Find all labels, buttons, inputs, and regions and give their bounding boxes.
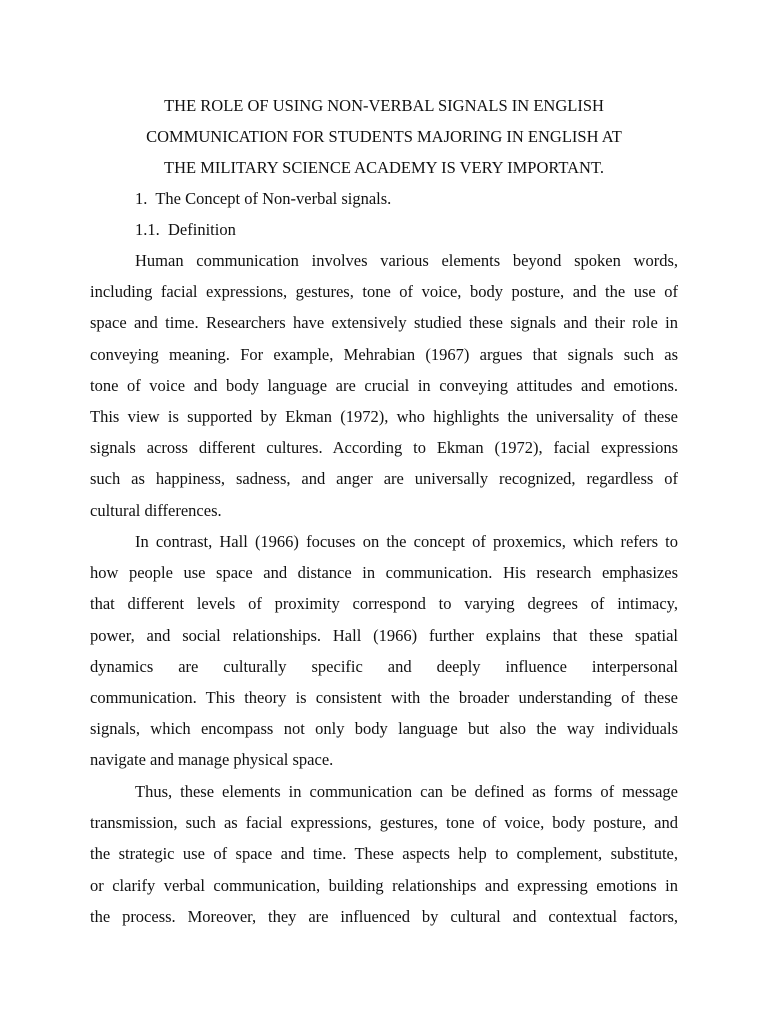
text-line: cultural differences. xyxy=(90,500,222,520)
text-line: transmission, such as facial expressions, gestures, tone of voice, body posture, and xyxy=(90,813,678,833)
paragraph-summary xyxy=(90,776,678,932)
text-line: space and time. Researchers have extensively studied these signals and their role in xyxy=(90,313,678,333)
text-line: power, and social relationships. Hall (1966) further explains that these spatial xyxy=(90,625,678,645)
subsection-heading: 1.1. Definition xyxy=(135,220,236,239)
paragraph-proxemics xyxy=(90,526,678,776)
section-heading: 1. The Concept of Non-verbal signals. xyxy=(135,189,392,208)
text-line: dynamics are culturally specific and deeply influence interpersonal xyxy=(90,656,678,676)
text-line: communication. This theory is consistent with the broader understanding of these xyxy=(90,687,678,707)
text-line: including facial expressions, gestures, tone of voice, body posture, and the use of xyxy=(90,282,678,302)
text-line: that different levels of proximity correspond to varying degrees of intimacy, xyxy=(90,594,678,614)
text-line: such as happiness, sadness, and anger are universally recognized, regardless of xyxy=(90,469,678,489)
paragraph-definition xyxy=(90,245,678,526)
text-line: This view is supported by Ekman (1972), who highlights the universality of these xyxy=(90,406,678,426)
text-line: In contrast, Hall (1966) focuses on the concept of proxemics, which refers to xyxy=(135,532,678,551)
document-title xyxy=(90,90,678,184)
text-line: Thus, these elements in communication can be defined as forms of message xyxy=(135,782,678,801)
title-line: THE MILITARY SCIENCE ACADEMY IS VERY IMPORTANT. xyxy=(164,158,604,178)
text-line: Human communication involves various elements beyond spoken words, xyxy=(135,251,678,270)
text-line: or clarify verbal communication, building relationships and expressing emotions in xyxy=(90,875,678,895)
text-line: signals across different cultures. According to Ekman (1972), facial expressions xyxy=(90,438,678,458)
text-line: the strategic use of space and time. These aspects help to complement, substitute, xyxy=(90,844,678,864)
text-line: the process. Moreover, they are influenced by cultural and contextual factors, xyxy=(90,906,678,926)
text-line: navigate and manage physical space. xyxy=(90,750,334,770)
title-line: THE ROLE OF USING NON-VERBAL SIGNALS IN ENGLISH xyxy=(164,96,604,115)
text-line: how people use space and distance in communication. His research emphasizes xyxy=(90,563,678,583)
text-line: tone of voice and body language are crucial in conveying attitudes and emotions. xyxy=(90,375,678,395)
title-line: COMMUNICATION FOR STUDENTS MAJORING IN ENGLISH AT xyxy=(146,127,622,147)
text-line: conveying meaning. For example, Mehrabian (1967) argues that signals such as xyxy=(90,344,678,364)
text-line: signals, which encompass not only body language but also the way individuals xyxy=(90,719,678,739)
